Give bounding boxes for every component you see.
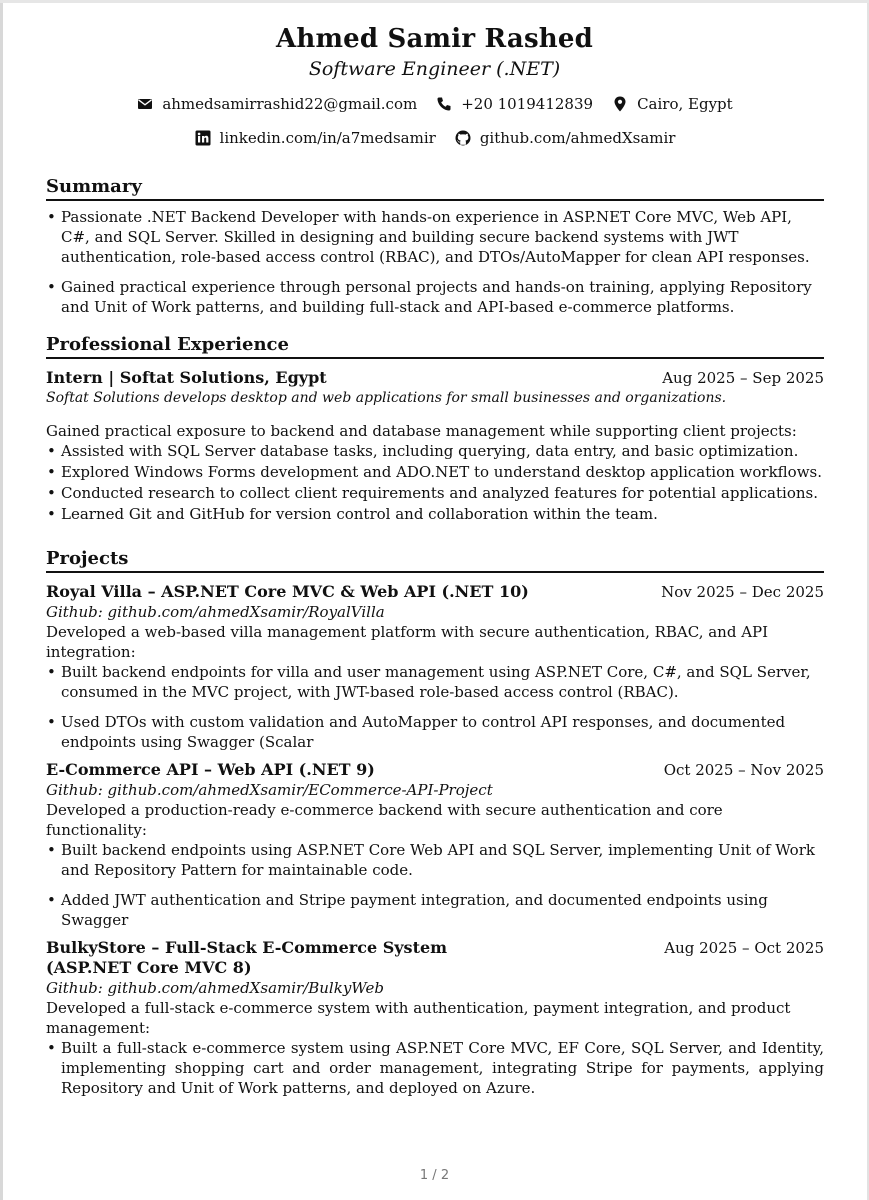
job-title: Intern | Softat Solutions, Egypt <box>46 368 327 387</box>
resume-header <box>0 22 869 148</box>
project-header-ecommerce-api <box>46 760 824 780</box>
project-date: Aug 2025 – Oct 2025 <box>664 939 824 957</box>
summary-list <box>46 207 824 317</box>
projects-heading: Projects <box>46 548 824 573</box>
job-bullet: • Explored Windows Forms development and ADO.NET to understand desktop application workflows. <box>46 462 824 482</box>
project-bullet: • Built backend endpoints using ASP.NET Core Web API and SQL Server, implementing Unit of Work and Repository Pattern for maintainable code. <box>46 840 824 880</box>
linkedin-contact[interactable] <box>194 128 436 148</box>
project-description: Developed a production-ready e-commerce backend with secure authentication and core functionality: <box>46 801 723 839</box>
experience-heading: Professional Experience <box>46 334 824 359</box>
job-bullet: • Assisted with SQL Server database tasks, including querying, data entry, and basic optimization. <box>46 441 824 461</box>
project-bullets <box>46 840 824 930</box>
project-bullets <box>46 1038 824 1098</box>
project-description: Developed a full-stack e-commerce system with authentication, payment integration, and product management: <box>46 999 791 1037</box>
company-description: Softat Solutions develops desktop and web applications for small businesses and organizations. <box>46 390 727 406</box>
project-title: Royal Villa – ASP.NET Core MVC & Web API (.NET 10) <box>46 582 529 601</box>
email-icon <box>136 95 154 113</box>
contact-row-primary <box>0 94 869 114</box>
summary-section <box>46 176 824 317</box>
email-contact[interactable] <box>136 94 417 114</box>
projects-section <box>46 548 824 1098</box>
project-description: Developed a web-based villa management platform with secure authentication, RBAC, and API integration: <box>46 623 769 661</box>
experience-section <box>46 334 824 524</box>
github-icon <box>454 129 472 147</box>
job-bullet: • Conducted research to collect client requirements and analyzed features for potential applications. <box>46 483 824 503</box>
linkedin-icon <box>194 129 212 147</box>
github-text: github.com/ahmedXsamir <box>479 129 676 147</box>
project-title: E-Commerce API – Web API (.NET 9) <box>46 760 375 779</box>
project-bullet: • Added JWT authentication and Stripe payment integration, and documented endpoints using Swagger <box>46 890 824 930</box>
project-github-link[interactable]: Github: github.com/ahmedXsamir/RoyalVilla <box>46 603 385 621</box>
page-edge-top <box>0 0 869 3</box>
project-title: BulkyStore – Full-Stack E-Commerce System (ASP.NET Core MVC 8) <box>46 938 448 977</box>
summary-bullet: • Passionate .NET Backend Developer with hands-on experience in ASP.NET Core MVC, Web API, C#, and SQL Server. Skilled in designing and building secure backend systems with JWT authentication, role-based access control (RBAC), and DTOs/AutoMapper for clean API responses. <box>46 207 824 267</box>
project-date: Nov 2025 – Dec 2025 <box>661 583 824 601</box>
location-contact <box>611 94 733 114</box>
contact-row-secondary <box>0 128 869 148</box>
page-edge-left <box>0 0 3 1200</box>
linkedin-text: linkedin.com/in/a7medsamir <box>219 129 436 147</box>
location-pin-icon <box>611 95 629 113</box>
page-number: 1 / 2 <box>419 1168 450 1183</box>
summary-heading: Summary <box>46 176 824 201</box>
project-header-bulkystore <box>46 938 824 978</box>
project-bullet: • Built a full-stack e-commerce system using ASP.NET Core MVC, EF Core, SQL Server, and Identity, implementing shopping cart and order management, integrating Stripe for payments, applying Repository and Unit of Work patterns, and deployed on Azure. <box>46 1038 824 1098</box>
github-contact[interactable] <box>454 128 676 148</box>
project-bullet: • Used DTOs with custom validation and AutoMapper to control API responses, and documented endpoints using Swagger (Scalar <box>46 712 824 752</box>
phone-text: +20 1019412839 <box>461 95 594 113</box>
job-date: Aug 2025 – Sep 2025 <box>662 369 824 387</box>
project-github-link[interactable]: Github: github.com/ahmedXsamir/BulkyWeb <box>46 979 384 997</box>
location-text: Cairo, Egypt <box>637 95 733 113</box>
phone-icon <box>435 95 453 113</box>
candidate-name: Ahmed Samir Rashed <box>275 24 594 54</box>
job-header <box>46 368 824 388</box>
email-text: ahmedsamirrashid22@gmail.com <box>162 95 418 113</box>
summary-bullet: • Gained practical experience through personal projects and hands-on training, applying Repository and Unit of Work patterns, and building full-stack and API-based e-commerce platforms. <box>46 277 824 317</box>
project-header-royal-villa <box>46 582 824 602</box>
project-github-link[interactable]: Github: github.com/ahmedXsamir/ECommerce-API-Project <box>46 781 493 799</box>
phone-contact[interactable] <box>435 94 593 114</box>
job-bullets <box>46 441 824 524</box>
job-bullet: • Learned Git and GitHub for version control and collaboration within the team. <box>46 504 824 524</box>
project-bullets <box>46 662 824 752</box>
project-date: Oct 2025 – Nov 2025 <box>663 761 824 779</box>
project-bullet: • Built backend endpoints for villa and user management using ASP.NET Core, C#, and SQL Server, consumed in the MVC project, with JWT-based role-based access control (RBAC). <box>46 662 824 702</box>
candidate-role: Software Engineer (.NET) <box>308 58 561 80</box>
job-intro: Gained practical exposure to backend and database management while supporting client projects: <box>46 422 797 440</box>
